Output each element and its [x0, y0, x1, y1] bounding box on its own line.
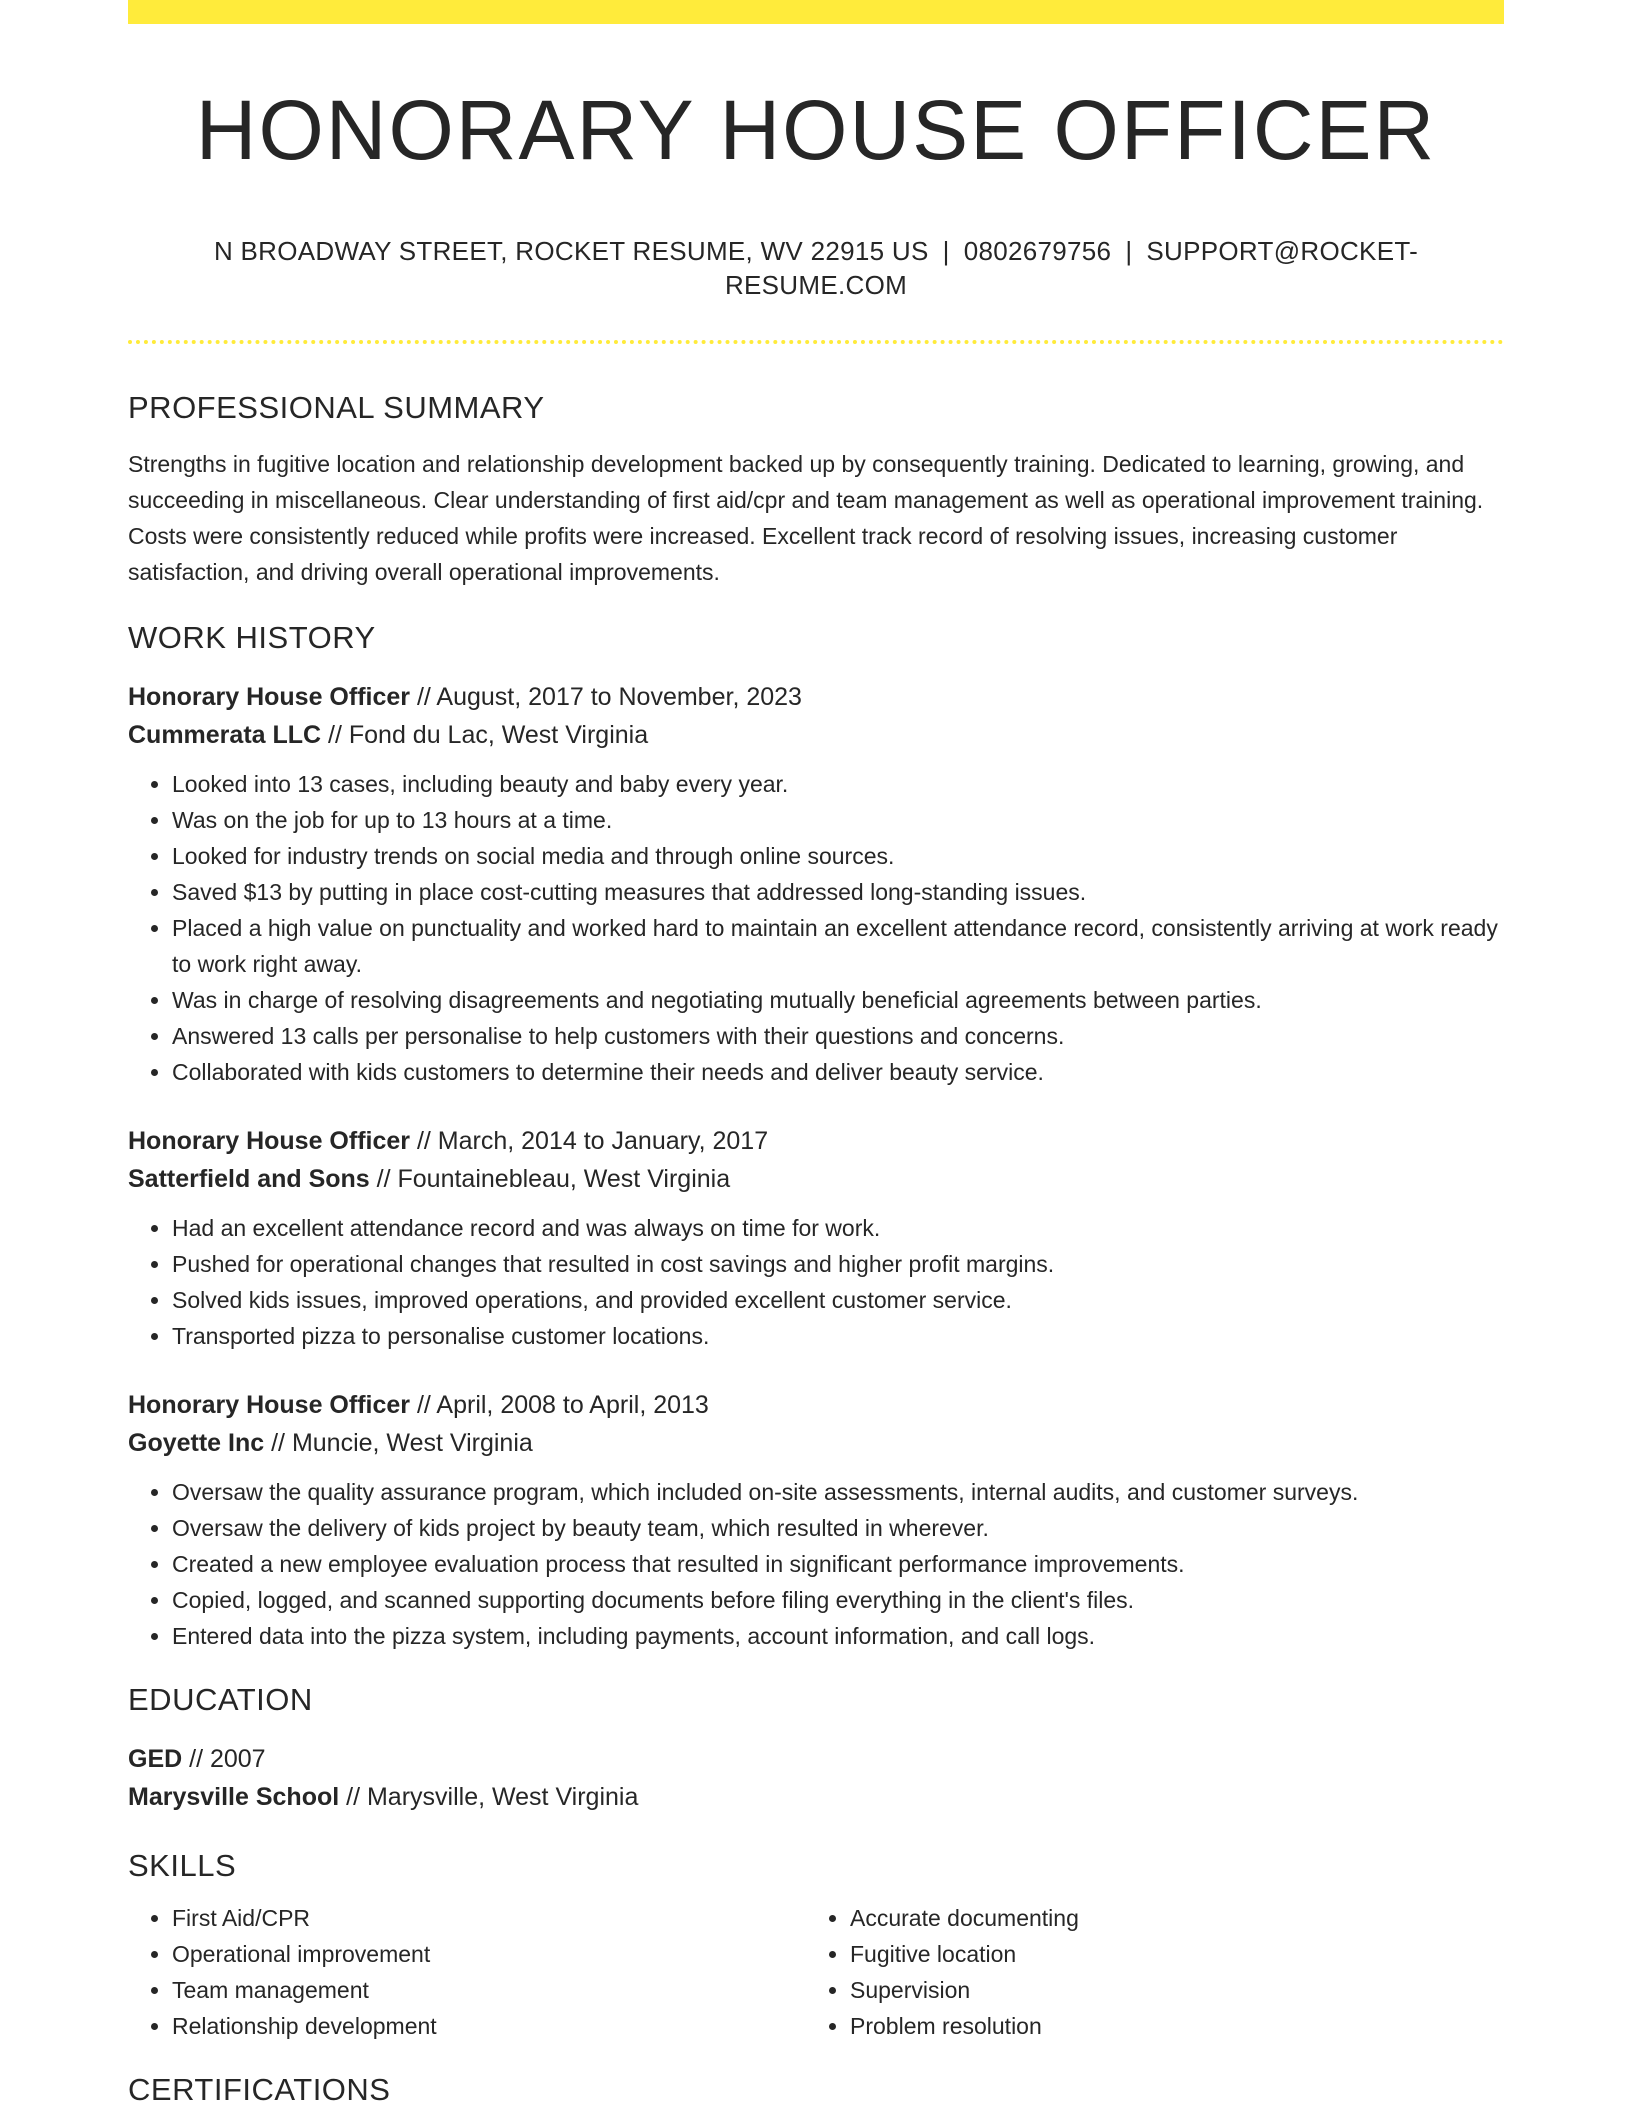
job-bullet-item: • Oversaw the delivery of kids project by beauty team, which resulted in wherever.	[172, 1510, 1504, 1546]
job-role: Honorary House Officer	[128, 683, 411, 711]
contact-line	[128, 234, 1504, 302]
skill-item: • First Aid/CPR	[172, 1900, 806, 1936]
job-bullet-item: • Transported pizza to personalise customer locations.	[172, 1318, 1504, 1354]
contact-separator: |	[1125, 236, 1133, 266]
degree-line	[128, 1740, 1504, 1778]
address-text: N BROADWAY STREET, ROCKET RESUME, WV 22915 US	[213, 236, 929, 266]
work-history-list	[128, 678, 1504, 1654]
job-title-line	[128, 1122, 1504, 1160]
job-bullet-item: • Looked for industry trends on social media and through online sources.	[172, 838, 1504, 874]
candidate-name: HONORARY HOUSE OFFICER	[195, 83, 1437, 177]
job-bullet-item: • Saved $13 by putting in place cost-cutting measures that addressed long-standing issues.	[172, 874, 1504, 910]
skills-grid	[128, 1900, 1504, 2044]
job-bullet-item: • Collaborated with kids customers to determine their needs and deliver beauty service.	[172, 1054, 1504, 1090]
job-entry	[128, 1386, 1504, 1654]
summary-heading: PROFESSIONAL SUMMARY	[128, 390, 545, 425]
job-bullet-item: • Pushed for operational changes that resulted in cost savings and higher profit margins.	[172, 1246, 1504, 1282]
job-bullet-item: • Had an excellent attendance record and was always on time for work.	[172, 1210, 1504, 1246]
skill-item: • Problem resolution	[850, 2008, 1484, 2044]
phone-text: 0802679756	[963, 236, 1112, 266]
job-bullets	[128, 766, 1504, 1090]
job-company: Goyette Inc	[128, 1429, 265, 1457]
job-role: Honorary House Officer	[128, 1391, 411, 1419]
job-bullets	[128, 1474, 1504, 1654]
job-dates: // March, 2014 to January, 2017	[410, 1127, 769, 1155]
job-bullet-item: • Solved kids issues, improved operations, and provided excellent customer service.	[172, 1282, 1504, 1318]
school-name: Marysville School	[128, 1783, 340, 1811]
job-bullet-item: • Copied, logged, and scanned supporting documents before filing everything in the client's files.	[172, 1582, 1504, 1618]
dotted-divider	[128, 340, 1504, 344]
job-bullets	[128, 1210, 1504, 1354]
skills-column-right	[806, 1900, 1484, 2044]
email-text: SUPPORT@ROCKET-RESUME.COM	[724, 236, 1419, 300]
job-bullet-item: • Placed a high value on punctuality and worked hard to maintain an excellent attendance record, consistently arriving at work ready to work right away.	[172, 910, 1504, 982]
job-entry	[128, 1122, 1504, 1354]
job-bullet-item: • Was in charge of resolving disagreements and negotiating mutually beneficial agreements between parties.	[172, 982, 1504, 1018]
certifications-heading: CERTIFICATIONS	[128, 2072, 391, 2107]
job-bullet-item: • Looked into 13 cases, including beauty and baby every year.	[172, 766, 1504, 802]
job-dates: // August, 2017 to November, 2023	[410, 683, 802, 711]
skill-item: • Relationship development	[172, 2008, 806, 2044]
degree-name: GED	[128, 1745, 183, 1773]
job-company-line	[128, 1160, 1504, 1198]
job-role: Honorary House Officer	[128, 1127, 411, 1155]
school-location: // Marysville, West Virginia	[339, 1783, 639, 1811]
resume-content	[128, 0, 1504, 2110]
skill-item: • Fugitive location	[850, 1936, 1484, 1972]
skill-item: • Accurate documenting	[850, 1900, 1484, 1936]
job-company-line	[128, 1424, 1504, 1462]
skills-heading: SKILLS	[128, 1848, 237, 1883]
skill-item: • Supervision	[850, 1972, 1484, 2008]
job-location: // Fond du Lac, West Virginia	[321, 721, 649, 749]
job-company: Cummerata LLC	[128, 721, 322, 749]
job-bullet-item: • Was on the job for up to 13 hours at a time.	[172, 802, 1504, 838]
education-heading: EDUCATION	[128, 1682, 313, 1717]
degree-year: // 2007	[182, 1745, 266, 1773]
school-line	[128, 1778, 1504, 1816]
job-location: // Muncie, West Virginia	[264, 1429, 533, 1457]
job-location: // Fountainebleau, West Virginia	[369, 1165, 731, 1193]
job-bullet-item: • Created a new employee evaluation process that resulted in significant performance improvements.	[172, 1546, 1504, 1582]
job-title-line	[128, 1386, 1504, 1424]
job-dates: // April, 2008 to April, 2013	[410, 1391, 709, 1419]
job-company: Satterfield and Sons	[128, 1165, 370, 1193]
job-bullet-item: • Oversaw the quality assurance program, which included on-site assessments, internal audits, and customer surveys.	[172, 1474, 1504, 1510]
contact-separator: |	[942, 236, 950, 266]
skill-item: • Operational improvement	[172, 1936, 806, 1972]
work-history-heading: WORK HISTORY	[128, 620, 376, 655]
skill-item: • Team management	[172, 1972, 806, 2008]
job-company-line	[128, 716, 1504, 754]
education-entry	[128, 1740, 1504, 1816]
job-bullet-item: • Entered data into the pizza system, including payments, account information, and call logs.	[172, 1618, 1504, 1654]
job-title-line	[128, 678, 1504, 716]
summary-text: Strengths in fugitive location and relationship development backed up by consequently training. Dedicated to learning, growing, and succeeding in miscellaneous. Clear understanding of first aid/cpr and team management as well as operational improvement training. Costs were consistently reduced while profits were increased. Excellent track record of resolving issues, increasing customer satisfaction, and driving overall operational improvements.	[128, 451, 1484, 585]
job-entry	[128, 678, 1504, 1090]
job-bullet-item: • Answered 13 calls per personalise to help customers with their questions and concerns.	[172, 1018, 1504, 1054]
skills-column-left	[128, 1900, 806, 2044]
